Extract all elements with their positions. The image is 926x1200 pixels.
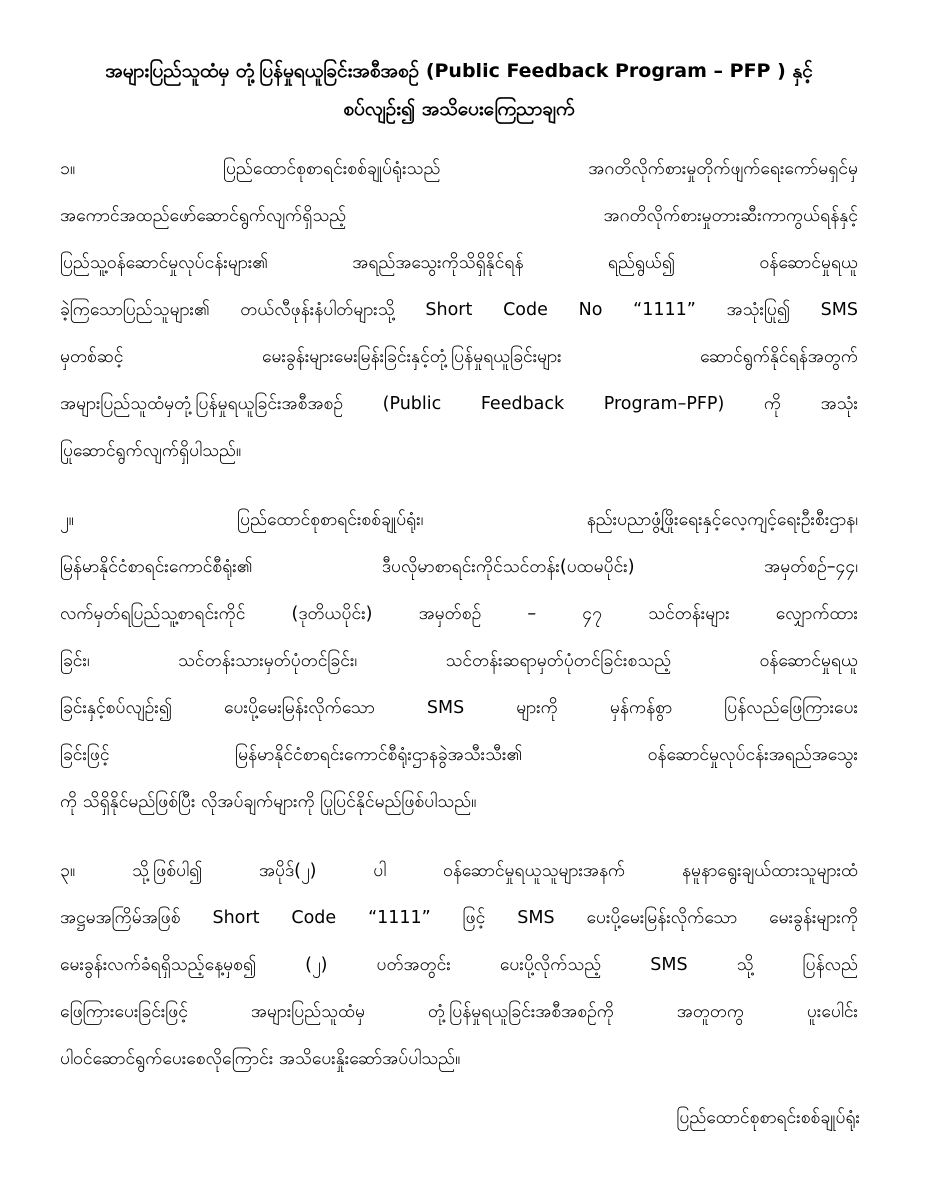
signature-office: ပြည်ထောင်စုစာရင်းစစ်ချုပ်ရုံး: [676, 1108, 860, 1128]
paragraph-line: ခြင်း၊ သင်တန်းသားမှတ်ပုံတင်ခြင်း၊ သင်တန်းဆရာမှတ်ပုံတင်ခြင်းစသည့် ဝန်ဆောင်မှုရယူ: [60, 651, 858, 671]
paragraph-2: [60, 497, 858, 826]
paragraph-1: [60, 146, 858, 475]
paragraph-line: ၃။ သို့ဖြစ်ပါ၍ အပိုဒ်(၂) ပါ ဝန်ဆောင်မှုရယူသူများအနက် နမူနာရွေးချယ်ထားသူများထံ: [60, 861, 858, 881]
paragraph-3: [60, 848, 858, 1083]
paragraph-line: ၁။ ပြည်ထောင်စုစာရင်းစစ်ချုပ်ရုံးသည် အဂတိလိုက်စားမှုတိုက်ဖျက်ရေးကော်မရှင်မှ: [60, 159, 858, 179]
paragraph-line: အများပြည်သူထံမှတုံ့ပြန်မှုရယူခြင်းအစီအစဉ် (Public Feedback Program–PFP) ကို အသုံး: [60, 394, 858, 414]
paragraph-line: ခြင်းဖြင့် မြန်မာနိုင်ငံစာရင်းကောင်စီရုံးဌာနခွဲအသီးသီး၏ ဝန်ဆောင်မှုလုပ်ငန်းအရည်အသွေး: [60, 745, 858, 765]
paragraph-line: မြန်မာနိုင်ငံစာရင်းကောင်စီရုံး၏ ဒီပလိုမာစာရင်းကိုင်သင်တန်း(ပထမပိုင်း) အမှတ်စဉ်–၄၄၊: [60, 557, 858, 577]
paragraph-line: အဋ္ဌမအကြိမ်အဖြစ် Short Code “1111” ဖြင့် SMS ပေးပို့မေးမြန်းလိုက်သော မေးခွန်းများကို: [60, 908, 858, 928]
paragraph-line: ပါဝင်ဆောင်ရွက်ပေးစေလိုကြောင်း အသိပေးနှိုးဆော်အပ်ပါသည်။: [60, 1049, 461, 1069]
paragraph-line: ခဲ့ကြသောပြည်သူများ၏ တယ်လီဖုန်းနံပါတ်များသို့ Short Code No “1111” အသုံးပြု၍ SMS: [60, 300, 858, 320]
document-title: [60, 52, 858, 128]
title-line-1: အများပြည်သူထံမှ တုံ့ပြန်မှုရယူခြင်းအစီအစဉ် (Public Feedback Program – PFP ) နှင့်: [105, 60, 813, 82]
paragraph-line: မေးခွန်းလက်ခံရရှိသည့်နေ့မှစ၍ (၂) ပတ်အတွင်း ပေးပို့လိုက်သည့် SMS သို့ ပြန်လည်: [60, 955, 858, 975]
paragraph-line: ဖြေကြားပေးခြင်းဖြင့် အများပြည်သူထံမှ တုံ့ပြန်မှုရယူခြင်းအစီအစဉ်ကို အတူတကွ ပူးပေါင်း: [60, 1002, 858, 1022]
paragraph-line: ၂။ ပြည်ထောင်စုစာရင်းစစ်ချုပ်ရုံး၊ နည်းပညာဖွံ့ဖြိုးရေးနှင့်လေ့ကျင့်ရေးဦးစီးဌာန၊: [60, 510, 858, 530]
paragraph-line: ပြည်သူ့ဝန်ဆောင်မှုလုပ်ငန်းများ၏ အရည်အသွေးကိုသိရှိနိုင်ရန် ရည်ရွယ်၍ ဝန်ဆောင်မှုရယူ: [60, 253, 858, 273]
paragraph-line: ခြင်းနှင့်စပ်လျဉ်း၍ ပေးပို့မေးမြန်းလိုက်သော SMS များကို မှန်ကန်စွာ ပြန်လည်ဖြေကြားပေး: [60, 698, 858, 718]
paragraph-line: လက်မှတ်ရပြည်သူ့စာရင်းကိုင် (ဒုတိယပိုင်း) အမှတ်စဉ် – ၄၇ သင်တန်းများ လျှောက်ထား: [60, 604, 858, 624]
paragraph-line: ကို သိရှိနိုင်မည်ဖြစ်ပြီး လိုအပ်ချက်များကို ပြုပြင်နိုင်မည်ဖြစ်ပါသည်။: [60, 792, 477, 812]
paragraph-line: ပြုဆောင်ရွက်လျက်ရှိပါသည်။: [60, 441, 242, 461]
title-line-2: စပ်လျဉ်း၍ အသိပေးကြေညာချက်: [343, 98, 575, 120]
paragraph-line: မှတစ်ဆင့် မေးခွန်းများမေးမြန်းခြင်းနှင့်တုံ့ပြန်မှုရယူခြင်းများ ဆောင်ရွက်နိုင်ရန်အတွက်: [60, 347, 858, 367]
paragraph-line: အကောင်အထည်ဖော်ဆောင်ရွက်လျက်ရှိသည့် အဂတိလိုက်စားမှုတားဆီးကာကွယ်ရန်နှင့်: [60, 206, 858, 226]
